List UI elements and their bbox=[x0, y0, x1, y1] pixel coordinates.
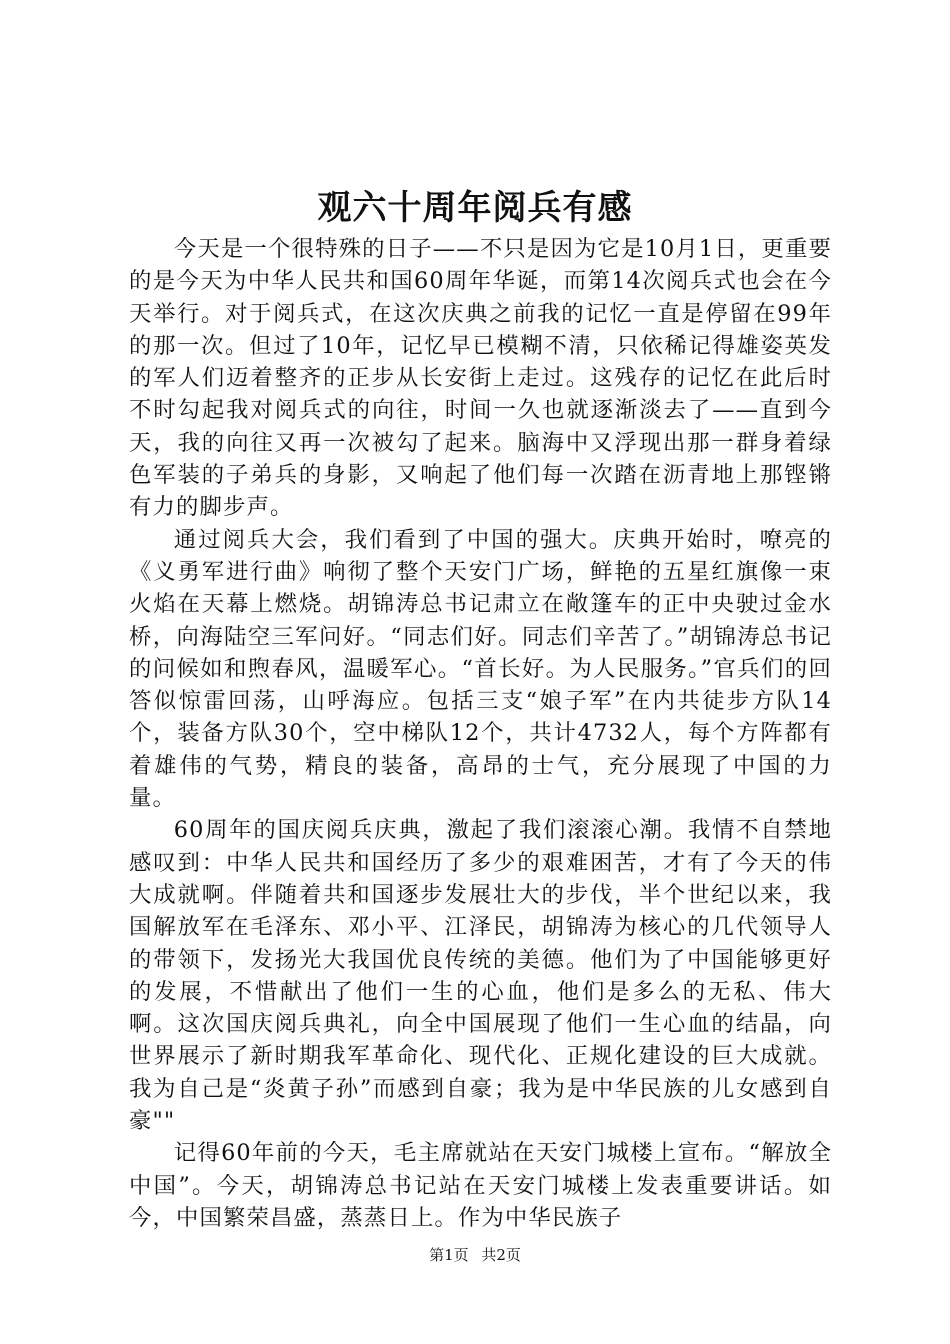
document-body bbox=[129, 233, 832, 1234]
paragraph-1: 今天是一个很特殊的日子——不只是因为它是10月1日，更重要的是今天为中华人民共和国60周年华诞，而第14次阅兵式也会在今天举行。对于阅兵式，在这次庆典之前我的记忆一直是停留在99年的那一次。但过了10年，记忆早已模糊不清，只依稀记得雄姿英发的军人们迈着整齐的正步从长安街上走过。这残存的记忆在此后时不时勾起我对阅兵式的向往，时间一久也就逐渐淡去了——直到今天，我的向往又再一次被勾了起来。脑海中又浮现出那一群身着绿色军装的子弟兵的身影，又响起了他们每一次踏在沥青地上那铿锵有力的脚步声。 bbox=[129, 236, 832, 521]
page-footer bbox=[0, 1243, 950, 1267]
document-title: 观六十周年阅兵有感 bbox=[317, 188, 633, 228]
paragraph-3: 60周年的国庆阅兵庆典，激起了我们滚滚心潮。我情不自禁地感叹到：中华人民共和国经历了多少的艰难困苦，才有了今天的伟大成就啊。伴随着共和国逐步发展壮大的步伐，半个世纪以来，我国解放军在毛泽东、邓小平、江泽民，胡锦涛为核心的几代领导人的带领下，发扬光大我国优良传统的美德。他们为了中国能够更好的发展，不惜献出了他们一生的心血，他们是多么的无私、伟大啊。这次国庆阅兵典礼，向全中国展现了他们一生心血的结晶，向世界展示了新时期我军革命化、现代化、正规化建设的巨大成就。我为自己是“炎黄子孙”而感到自豪；我为是中华民族的儿女感到自豪"" bbox=[129, 817, 832, 1135]
page-number: 第1页 bbox=[429, 1246, 469, 1264]
paragraph-2: 通过阅兵大会，我们看到了中国的强大。庆典开始时，嘹亮的《义勇军进行曲》响彻了整个天安门广场，鲜艳的五星红旗像一束火焰在天幕上燃烧。胡锦涛总书记肃立在敞篷车的正中央驶过金水桥，向海陆空三军问好。“同志们好。同志们辛苦了。”胡锦涛总书记的问候如和煦春风，温暖军心。“首长好。为人民服务。”官兵们的回答似惊雷回荡，山呼海应。包括三支“娘子军”在内共徒步方队14个，装备方队30个，空中梯队12个，共计4732人，每个方阵都有着雄伟的气势，精良的装备，高昂的士气，充分展现了中国的力量。 bbox=[129, 526, 832, 812]
paragraph-4: 记得60年前的今天，毛主席就站在天安门城楼上宣布。“解放全中国”。今天，胡锦涛总书记站在天安门城楼上发表重要讲话。如今，中国繁荣昌盛，蒸蒸日上。作为中华民族子 bbox=[129, 1140, 832, 1231]
page-total: 共2页 bbox=[481, 1246, 521, 1264]
